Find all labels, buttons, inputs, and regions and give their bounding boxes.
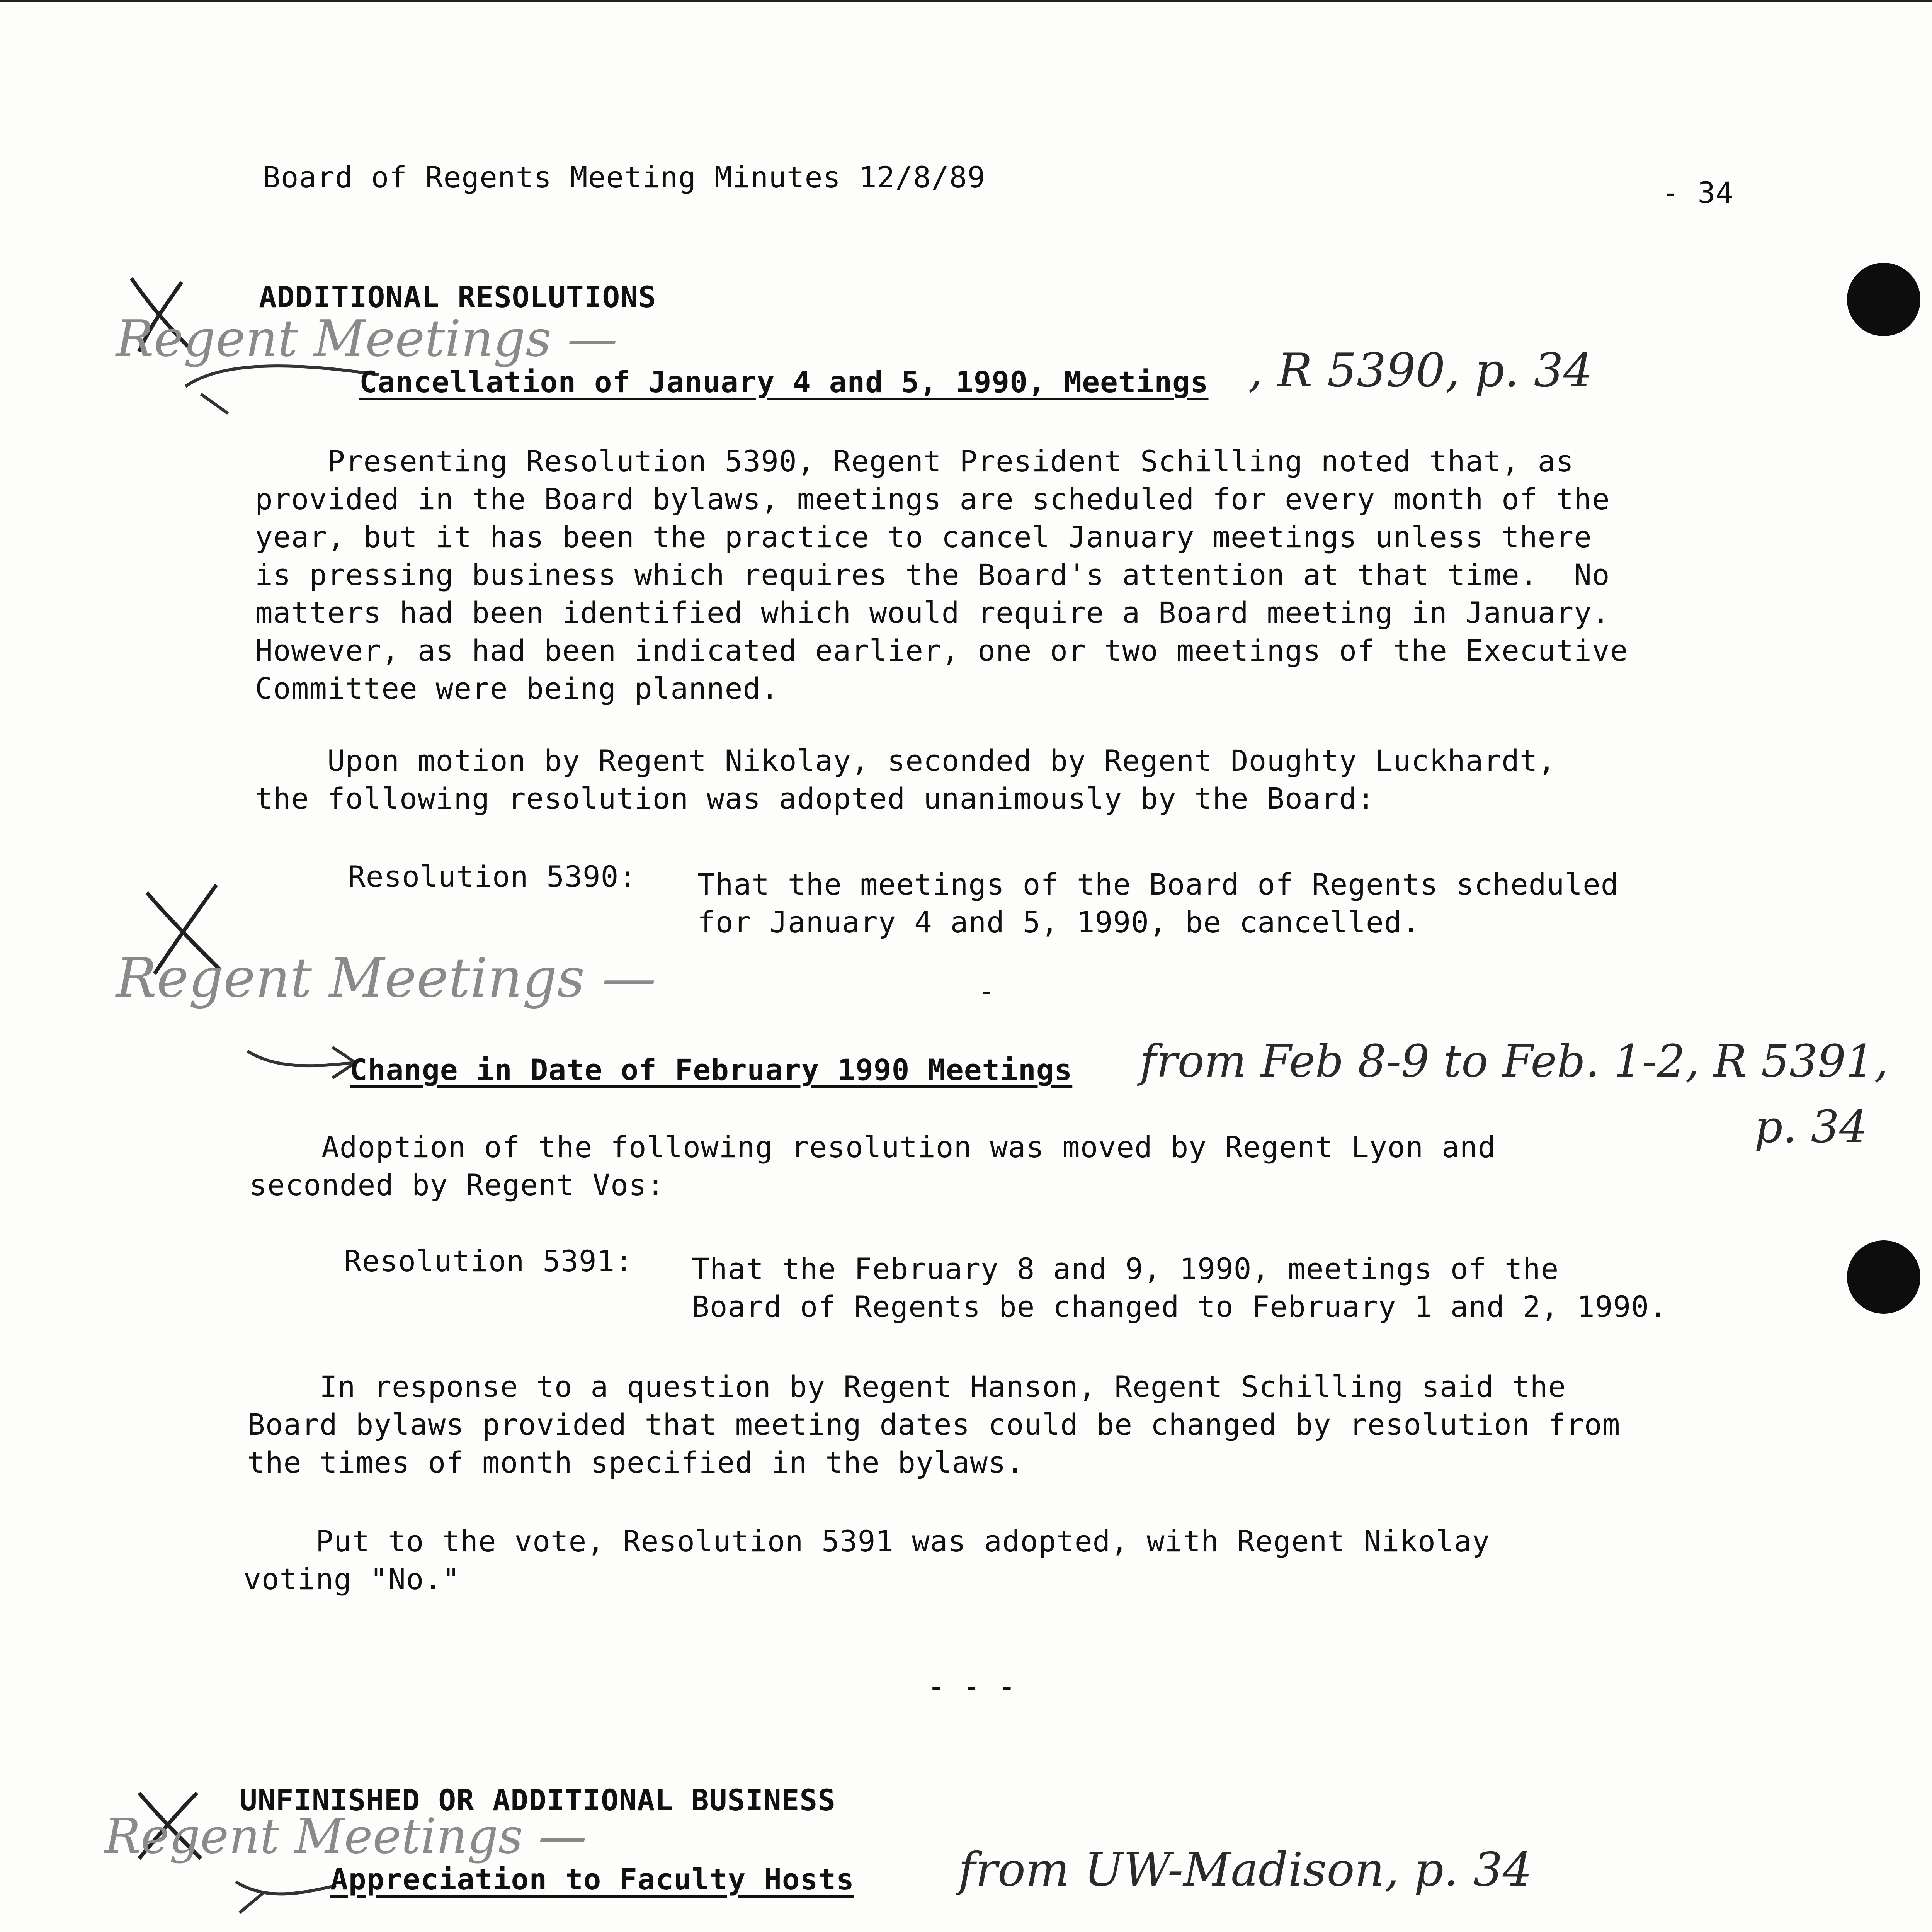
handwritten-annotation: p. 34: [1754, 1101, 1868, 1153]
handwritten-arrow: [240, 1020, 363, 1082]
handwritten-annotation: from UW-Madison, p. 34: [958, 1843, 1532, 1897]
subsection-title: Appreciation to Faculty Hosts: [330, 1862, 854, 1896]
resolution-label: Resolution 5390:: [348, 859, 637, 894]
binder-hole: [1847, 1240, 1920, 1314]
section-heading: ADDITIONAL RESOLUTIONS: [259, 280, 656, 314]
handwritten-annotation: from Feb 8-9 to Feb. 1-2, R 5391,: [1140, 1036, 1888, 1087]
margin-note: Regent Meetings —: [116, 947, 656, 1010]
subsection-title: Cancellation of January 4 and 5, 1990, Meetings: [359, 365, 1209, 399]
separator-dash: -: [978, 974, 995, 1008]
resolution-label: Resolution 5391:: [344, 1244, 633, 1278]
document-page: Board of Regents Meeting Minutes 12/8/89 - 34 ADDITIONAL RESOLUTIONS Regent Meetings — Cancellation of January 4 and 5, 1990, Meetings , R 5390, p. 34 Presenting Resolution 5390, Regent President Schilling noted that, as provided in the Board bylaws, meetings are scheduled for every month of the year, but it has been the practice to cancel January meetings unless there is pressing business which requires the Board's attention at that time. No matters had been identified which would require a Board meeting in January. However, as had been indicated earlier, one or two meetings of the Executive Committee were being planned. Upon motion by Regent Nikolay, seconded by Regent Doughty Luckhardt, the following resolution was adopted unanimously by the Board: Resolution 5390: That the meetings of the Board of Regents scheduled for January 4 and 5, 1990, be cancelled. Regent Meetings — - Change in Date of February 1990 Meetings from Feb 8-9 to Feb. 1-2, R 5391, p. 34 Adoption of the following resolution was moved by Regent Lyon and seconded by Regent Vos: Resolution 5391: That the February 8 and 9, 1990, meetings of the Board of Regents be changed to February 1 and 2, 1990. In response to a question by Regent Hanson, Regent Schilling said the Board bylaws provided that meeting dates could be changed by resolution from the times of month specified in the bylaws. Put to the vote, Resolution 5391 was adopted, with Regent Nikolay voting "No." - - - UNFINISHED OR ADDITIONAL BUSINESS Regent Meetings — Appreciation to Faculty Hosts from UW-Madison, p. 34: [0, 0, 1932, 1932]
subsection-title: Change in Date of February 1990 Meetings: [350, 1053, 1073, 1087]
margin-note: Regent Meetings —: [104, 1808, 587, 1864]
handwritten-arrow: [228, 1847, 344, 1913]
binder-hole: [1847, 263, 1920, 336]
margin-note: Regent Meetings —: [116, 309, 618, 368]
page-number: - 34: [1662, 175, 1734, 210]
section-separator: - - -: [927, 1669, 1016, 1704]
page-header-title: Board of Regents Meeting Minutes 12/8/89: [263, 160, 986, 194]
scan-top-edge: [0, 0, 1932, 2]
section-heading: UNFINISHED OR ADDITIONAL BUSINESS: [240, 1783, 836, 1817]
handwritten-annotation: , R 5390, p. 34: [1248, 344, 1593, 398]
